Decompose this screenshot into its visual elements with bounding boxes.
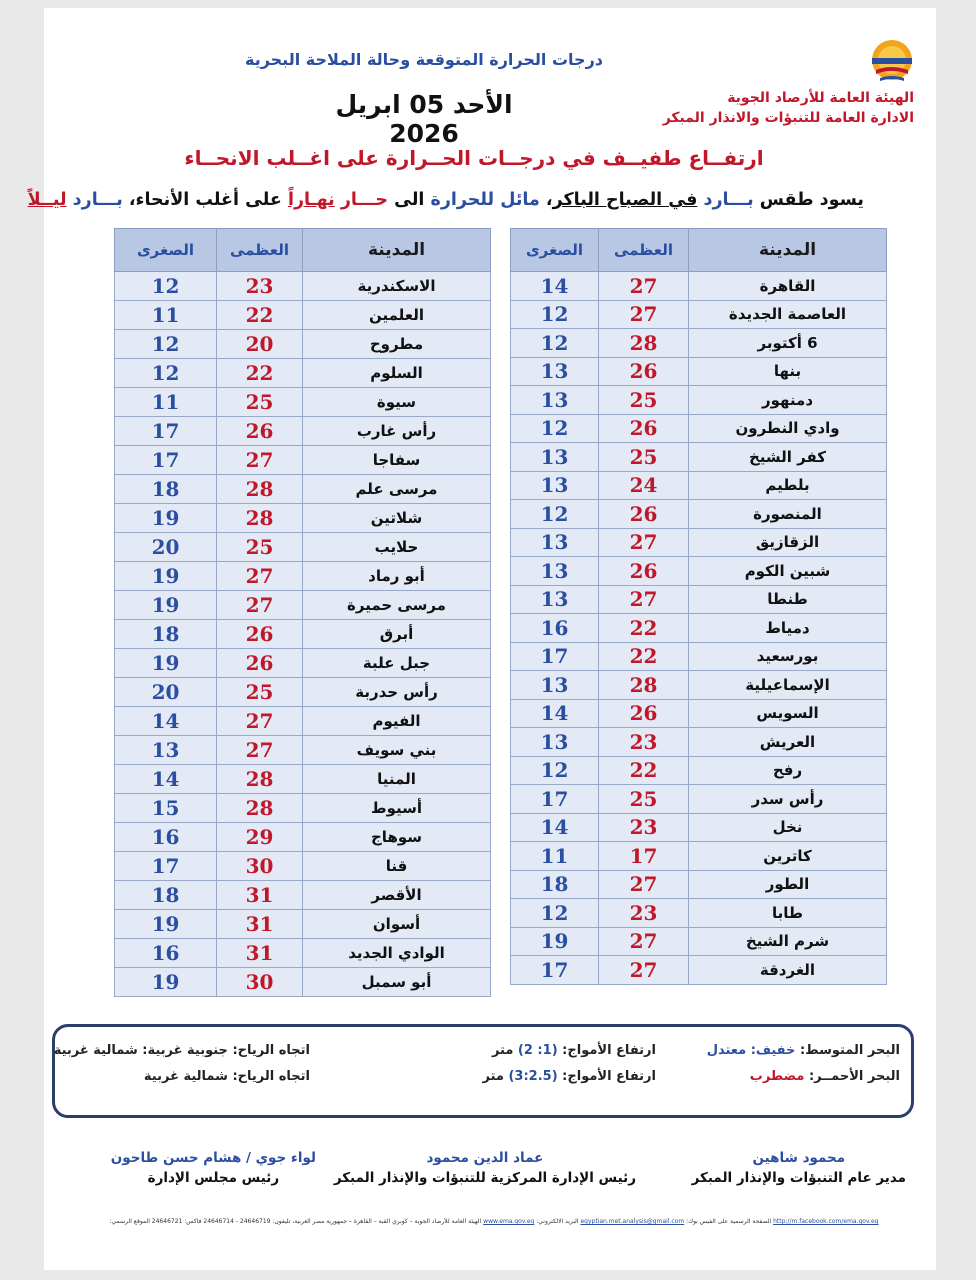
- max-temp-cell: 25: [217, 388, 303, 417]
- max-temp-cell: 27: [599, 528, 689, 557]
- table-body: [115, 272, 491, 997]
- red-sea-label: البحر الأحمــر:: [804, 1069, 900, 1084]
- min-temp-cell: 14: [511, 699, 599, 728]
- email-link[interactable]: egyptian.met.analysis@gmail.com: [580, 1218, 685, 1225]
- city-cell: دمياط: [689, 614, 887, 643]
- max-temp-cell: 27: [217, 591, 303, 620]
- footer-text: الهيئة العامة للأرصاد الجوية – كوبري القبة – القاهرة – جمهورية مصر العربية، تليفون: 24646719 - 24646714 فاكس: 24646721 الموقع الرسمي:: [109, 1218, 484, 1225]
- summary-part: حـــار: [340, 190, 389, 210]
- table-row: [511, 528, 887, 557]
- table-row: [115, 446, 491, 475]
- min-temp-cell: 20: [115, 678, 217, 707]
- max-temp-cell: 31: [217, 939, 303, 968]
- max-temp-cell: 23: [599, 899, 689, 928]
- med-sea-wind: اتجاه الرياح: جنوبية غربية: شمالية غربية: [53, 1043, 310, 1058]
- red-sea-wind: اتجاه الرياح: شمالية غربية: [143, 1069, 310, 1084]
- table-row: [511, 357, 887, 386]
- city-cell: رأس سدر: [689, 785, 887, 814]
- city-cell: طنطا: [689, 585, 887, 614]
- table-row: [115, 272, 491, 301]
- table-row: [511, 500, 887, 529]
- min-temp-cell: 16: [511, 614, 599, 643]
- website-link[interactable]: www.ema.gov.eg: [483, 1218, 535, 1225]
- med-waves-label: ارتفاع الأمواج:: [557, 1043, 656, 1058]
- summary-part: على أغلب الأنحاء،: [122, 190, 288, 210]
- city-column-header: المدينة: [689, 229, 887, 272]
- min-temp-cell: 18: [511, 870, 599, 899]
- table-row: [115, 736, 491, 765]
- table-row: [511, 671, 887, 700]
- table-row: [511, 414, 887, 443]
- min-temp-cell: 17: [115, 852, 217, 881]
- min-temp-cell: 12: [511, 500, 599, 529]
- table-row: [511, 557, 887, 586]
- city-cell: الوادي الجديد: [303, 939, 491, 968]
- ema-logo-icon: [862, 36, 922, 92]
- city-cell: وادي النطرون: [689, 414, 887, 443]
- table-row: [511, 813, 887, 842]
- table-row: [115, 533, 491, 562]
- max-temp-cell: 26: [599, 500, 689, 529]
- max-temp-cell: 27: [599, 927, 689, 956]
- max-temp-cell: 27: [217, 562, 303, 591]
- table-row: [115, 649, 491, 678]
- max-temp-cell: 27: [599, 300, 689, 329]
- min-temp-cell: 12: [511, 300, 599, 329]
- city-cell: كاترين: [689, 842, 887, 871]
- max-temp-cell: 28: [599, 329, 689, 358]
- table-row: [115, 939, 491, 968]
- document-date: الأحد 05 ابريل 2026: [335, 90, 513, 148]
- max-temp-cell: 27: [599, 870, 689, 899]
- max-temp-cell: 25: [217, 533, 303, 562]
- max-temp-cell: 26: [217, 417, 303, 446]
- max-temp-cell: 22: [599, 642, 689, 671]
- table-row: [115, 388, 491, 417]
- min-temp-cell: 19: [115, 504, 217, 533]
- city-cell: المنصورة: [689, 500, 887, 529]
- min-temp-cell: 13: [511, 585, 599, 614]
- red-waves-value: (3:2.5): [508, 1069, 558, 1084]
- city-cell: الزقازيق: [689, 528, 887, 557]
- city-cell: أسيوط: [303, 794, 491, 823]
- org-name: [654, 88, 914, 128]
- max-temp-cell: 25: [599, 443, 689, 472]
- city-cell: رأس غارب: [303, 417, 491, 446]
- max-temp-cell: 17: [599, 842, 689, 871]
- city-cell: الفيوم: [303, 707, 491, 736]
- min-temp-cell: 13: [115, 736, 217, 765]
- table-row: [115, 417, 491, 446]
- table-header-row: [511, 229, 887, 272]
- max-temp-cell: 27: [599, 956, 689, 985]
- table-row: [115, 852, 491, 881]
- min-temp-cell: 19: [115, 968, 217, 997]
- table-row: [115, 707, 491, 736]
- city-cell: سفاجا: [303, 446, 491, 475]
- min-column-header: الصغرى: [511, 229, 599, 272]
- table-row: [511, 642, 887, 671]
- city-cell: القاهرة: [689, 272, 887, 301]
- max-temp-cell: 25: [599, 785, 689, 814]
- city-cell: الإسماعيلية: [689, 671, 887, 700]
- city-cell: جبل علبة: [303, 649, 491, 678]
- min-temp-cell: 17: [511, 785, 599, 814]
- city-cell: أسوان: [303, 910, 491, 939]
- min-temp-cell: 19: [511, 927, 599, 956]
- city-cell: شلاتين: [303, 504, 491, 533]
- min-temp-cell: 19: [115, 591, 217, 620]
- city-cell: شرم الشيخ: [689, 927, 887, 956]
- min-temp-cell: 13: [511, 728, 599, 757]
- min-temp-cell: 14: [115, 765, 217, 794]
- min-temp-cell: 17: [115, 446, 217, 475]
- signatory-name: عماد الدين محمود: [426, 1150, 544, 1166]
- max-temp-cell: 22: [217, 359, 303, 388]
- table-row: [115, 301, 491, 330]
- table-row: [511, 728, 887, 757]
- table-row: [511, 927, 887, 956]
- table-row: [115, 359, 491, 388]
- max-temp-cell: 31: [217, 881, 303, 910]
- summary-part: يسود طقس: [753, 190, 864, 210]
- temperature-table-left: [114, 228, 491, 997]
- max-temp-cell: 26: [599, 699, 689, 728]
- city-cell: العريش: [689, 728, 887, 757]
- city-cell: رأس حدربة: [303, 678, 491, 707]
- signatory-name: لواء جوي / هشام حسن طاحون: [110, 1150, 316, 1166]
- min-temp-cell: 11: [511, 842, 599, 871]
- max-temp-cell: 25: [599, 386, 689, 415]
- min-column-header: الصغرى: [115, 229, 217, 272]
- table-row: [511, 899, 887, 928]
- max-temp-cell: 27: [217, 446, 303, 475]
- table-row: [511, 756, 887, 785]
- min-temp-cell: 13: [511, 671, 599, 700]
- city-cell: 6 أكتوبر: [689, 329, 887, 358]
- max-column-header: العظمى: [217, 229, 303, 272]
- footer-text: الصفحة الرسمية على الفيس بوك:: [684, 1218, 774, 1225]
- signature-block: [111, 1148, 316, 1188]
- city-cell: بني سويف: [303, 736, 491, 765]
- min-temp-cell: 16: [115, 939, 217, 968]
- med-waves-value: (1: 2): [517, 1043, 558, 1058]
- min-temp-cell: 18: [115, 475, 217, 504]
- min-temp-cell: 13: [511, 357, 599, 386]
- signatory-position: مدير عام التنبؤات والإنذار المبكر: [691, 1170, 906, 1186]
- city-cell: أبو رماد: [303, 562, 491, 591]
- max-temp-cell: 23: [599, 728, 689, 757]
- max-temp-cell: 28: [217, 475, 303, 504]
- red-waves-label: ارتفاع الأمواج:: [557, 1069, 656, 1084]
- min-temp-cell: 17: [115, 417, 217, 446]
- min-temp-cell: 12: [511, 329, 599, 358]
- summary-part: في الصباح الباكر: [552, 190, 698, 210]
- max-temp-cell: 23: [217, 272, 303, 301]
- city-cell: مرسى علم: [303, 475, 491, 504]
- org-line-2: الادارة العامة للتنبؤات والانذار المبكر: [662, 110, 914, 126]
- city-cell: مطروح: [303, 330, 491, 359]
- min-temp-cell: 19: [115, 649, 217, 678]
- max-temp-cell: 25: [217, 678, 303, 707]
- min-temp-cell: 19: [115, 910, 217, 939]
- summary-part: بـــارد: [703, 190, 754, 210]
- max-temp-cell: 31: [217, 910, 303, 939]
- med-waves-unit: متر: [491, 1043, 518, 1058]
- table-row: [511, 585, 887, 614]
- max-temp-cell: 24: [599, 471, 689, 500]
- med-sea-state: [707, 1043, 900, 1058]
- signatory-position: رئيس الإدارة المركزية للتنبؤات والإنذار المبكر: [333, 1170, 636, 1186]
- red-sea-waves: [482, 1069, 656, 1084]
- city-cell: طابا: [689, 899, 887, 928]
- city-cell: سيوة: [303, 388, 491, 417]
- table-row: [511, 699, 887, 728]
- table-row: [115, 591, 491, 620]
- table-row: [511, 870, 887, 899]
- table-row: [511, 785, 887, 814]
- max-temp-cell: 27: [217, 736, 303, 765]
- max-temp-cell: 27: [599, 272, 689, 301]
- min-temp-cell: 16: [115, 823, 217, 852]
- max-temp-cell: 27: [217, 707, 303, 736]
- max-temp-cell: 30: [217, 968, 303, 997]
- max-temp-cell: 20: [217, 330, 303, 359]
- city-cell: الاسكندرية: [303, 272, 491, 301]
- signature-block: [334, 1148, 636, 1188]
- min-temp-cell: 12: [115, 272, 217, 301]
- table-row: [115, 620, 491, 649]
- table-row: [115, 562, 491, 591]
- max-temp-cell: 28: [217, 765, 303, 794]
- city-cell: حلايب: [303, 533, 491, 562]
- facebook-link[interactable]: http://m.facebook.com/ema.gov.eg: [773, 1218, 879, 1225]
- table-row: [511, 272, 887, 301]
- min-temp-cell: 13: [511, 471, 599, 500]
- table-row: [511, 443, 887, 472]
- max-temp-cell: 26: [599, 414, 689, 443]
- med-sea-state-value: خفيف: معتدل: [706, 1043, 796, 1058]
- table-row: [511, 329, 887, 358]
- table-row: [511, 614, 887, 643]
- min-temp-cell: 20: [115, 533, 217, 562]
- red-waves-unit: متر: [482, 1069, 509, 1084]
- footer-contact: [104, 1218, 884, 1225]
- summary-part: بـــارد: [72, 190, 123, 210]
- city-cell: مرسى حميرة: [303, 591, 491, 620]
- min-temp-cell: 11: [115, 388, 217, 417]
- city-cell: المنيا: [303, 765, 491, 794]
- max-temp-cell: 26: [599, 357, 689, 386]
- max-temp-cell: 22: [599, 614, 689, 643]
- weather-summary: [27, 190, 864, 210]
- city-cell: الغردقة: [689, 956, 887, 985]
- signatory-position: رئيس مجلس الإدارة: [147, 1170, 280, 1186]
- table-row: [115, 475, 491, 504]
- table-body: [511, 272, 887, 985]
- min-temp-cell: 17: [511, 956, 599, 985]
- min-temp-cell: 19: [115, 562, 217, 591]
- city-cell: بلطيم: [689, 471, 887, 500]
- min-temp-cell: 12: [511, 756, 599, 785]
- city-cell: الطور: [689, 870, 887, 899]
- temperature-table-right: [510, 228, 887, 985]
- table-row: [511, 386, 887, 415]
- city-cell: شبين الكوم: [689, 557, 887, 586]
- table-row: [115, 504, 491, 533]
- max-temp-cell: 29: [217, 823, 303, 852]
- city-cell: العلمين: [303, 301, 491, 330]
- table-row: [511, 842, 887, 871]
- med-sea-label: البحر المتوسط:: [795, 1043, 900, 1058]
- table-row: [115, 330, 491, 359]
- footer-text: البريد الالكتروني:: [534, 1218, 581, 1225]
- max-column-header: العظمى: [599, 229, 689, 272]
- max-temp-cell: 28: [217, 504, 303, 533]
- table-row: [511, 471, 887, 500]
- table-row: [115, 678, 491, 707]
- min-temp-cell: 18: [115, 881, 217, 910]
- med-sea-waves: [492, 1043, 656, 1058]
- min-temp-cell: 13: [511, 557, 599, 586]
- city-cell: السويس: [689, 699, 887, 728]
- document-title: درجات الحرارة المتوقعة وحالة الملاحة البحرية: [244, 50, 603, 69]
- table-row: [511, 300, 887, 329]
- max-temp-cell: 30: [217, 852, 303, 881]
- table-row: [115, 823, 491, 852]
- summary-part: ،: [539, 190, 553, 210]
- city-cell: الأقصر: [303, 881, 491, 910]
- min-temp-cell: 12: [511, 414, 599, 443]
- min-temp-cell: 17: [511, 642, 599, 671]
- table-row: [115, 881, 491, 910]
- min-temp-cell: 14: [511, 272, 599, 301]
- city-cell: نخل: [689, 813, 887, 842]
- table-header-row: [115, 229, 491, 272]
- min-temp-cell: 13: [511, 386, 599, 415]
- table-row: [115, 968, 491, 997]
- org-line-1: الهيئة العامة للأرصاد الجوية: [727, 90, 914, 106]
- red-sea-state-value: مضطرب: [749, 1069, 805, 1084]
- max-temp-cell: 26: [217, 649, 303, 678]
- max-temp-cell: 26: [599, 557, 689, 586]
- max-temp-cell: 22: [217, 301, 303, 330]
- red-sea-state: [750, 1069, 900, 1084]
- min-temp-cell: 12: [115, 359, 217, 388]
- min-temp-cell: 18: [115, 620, 217, 649]
- headline: ارتفــاع طفيــف في درجــات الحــرارة على اغــلب الانحــاء: [184, 146, 764, 170]
- table-row: [115, 910, 491, 939]
- city-cell: بنها: [689, 357, 887, 386]
- max-temp-cell: 27: [599, 585, 689, 614]
- bulletin-sheet: [27, 8, 936, 1270]
- summary-part: الى: [388, 190, 431, 210]
- min-temp-cell: 13: [511, 528, 599, 557]
- signatory-name: محمود شاهين: [752, 1150, 846, 1166]
- city-cell: كفر الشيخ: [689, 443, 887, 472]
- min-temp-cell: 14: [115, 707, 217, 736]
- summary-part: مائل للحرارة: [430, 190, 540, 210]
- max-temp-cell: 28: [217, 794, 303, 823]
- min-temp-cell: 12: [511, 899, 599, 928]
- city-cell: قنا: [303, 852, 491, 881]
- summary-part: نهـاراً: [287, 190, 335, 210]
- min-temp-cell: 11: [115, 301, 217, 330]
- max-temp-cell: 22: [599, 756, 689, 785]
- table-row: [511, 956, 887, 985]
- city-cell: العاصمة الجديدة: [689, 300, 887, 329]
- city-column-header: المدينة: [303, 229, 491, 272]
- city-cell: رفح: [689, 756, 887, 785]
- max-temp-cell: 23: [599, 813, 689, 842]
- table-row: [115, 765, 491, 794]
- max-temp-cell: 28: [599, 671, 689, 700]
- signature-block: [692, 1148, 906, 1188]
- min-temp-cell: 15: [115, 794, 217, 823]
- summary-part: ليــلاً: [27, 190, 67, 210]
- table-row: [115, 794, 491, 823]
- city-cell: دمنهور: [689, 386, 887, 415]
- city-cell: سوهاج: [303, 823, 491, 852]
- min-temp-cell: 12: [115, 330, 217, 359]
- min-temp-cell: 14: [511, 813, 599, 842]
- city-cell: أبو سمبل: [303, 968, 491, 997]
- min-temp-cell: 13: [511, 443, 599, 472]
- city-cell: أبرق: [303, 620, 491, 649]
- city-cell: السلوم: [303, 359, 491, 388]
- max-temp-cell: 26: [217, 620, 303, 649]
- city-cell: بورسعيد: [689, 642, 887, 671]
